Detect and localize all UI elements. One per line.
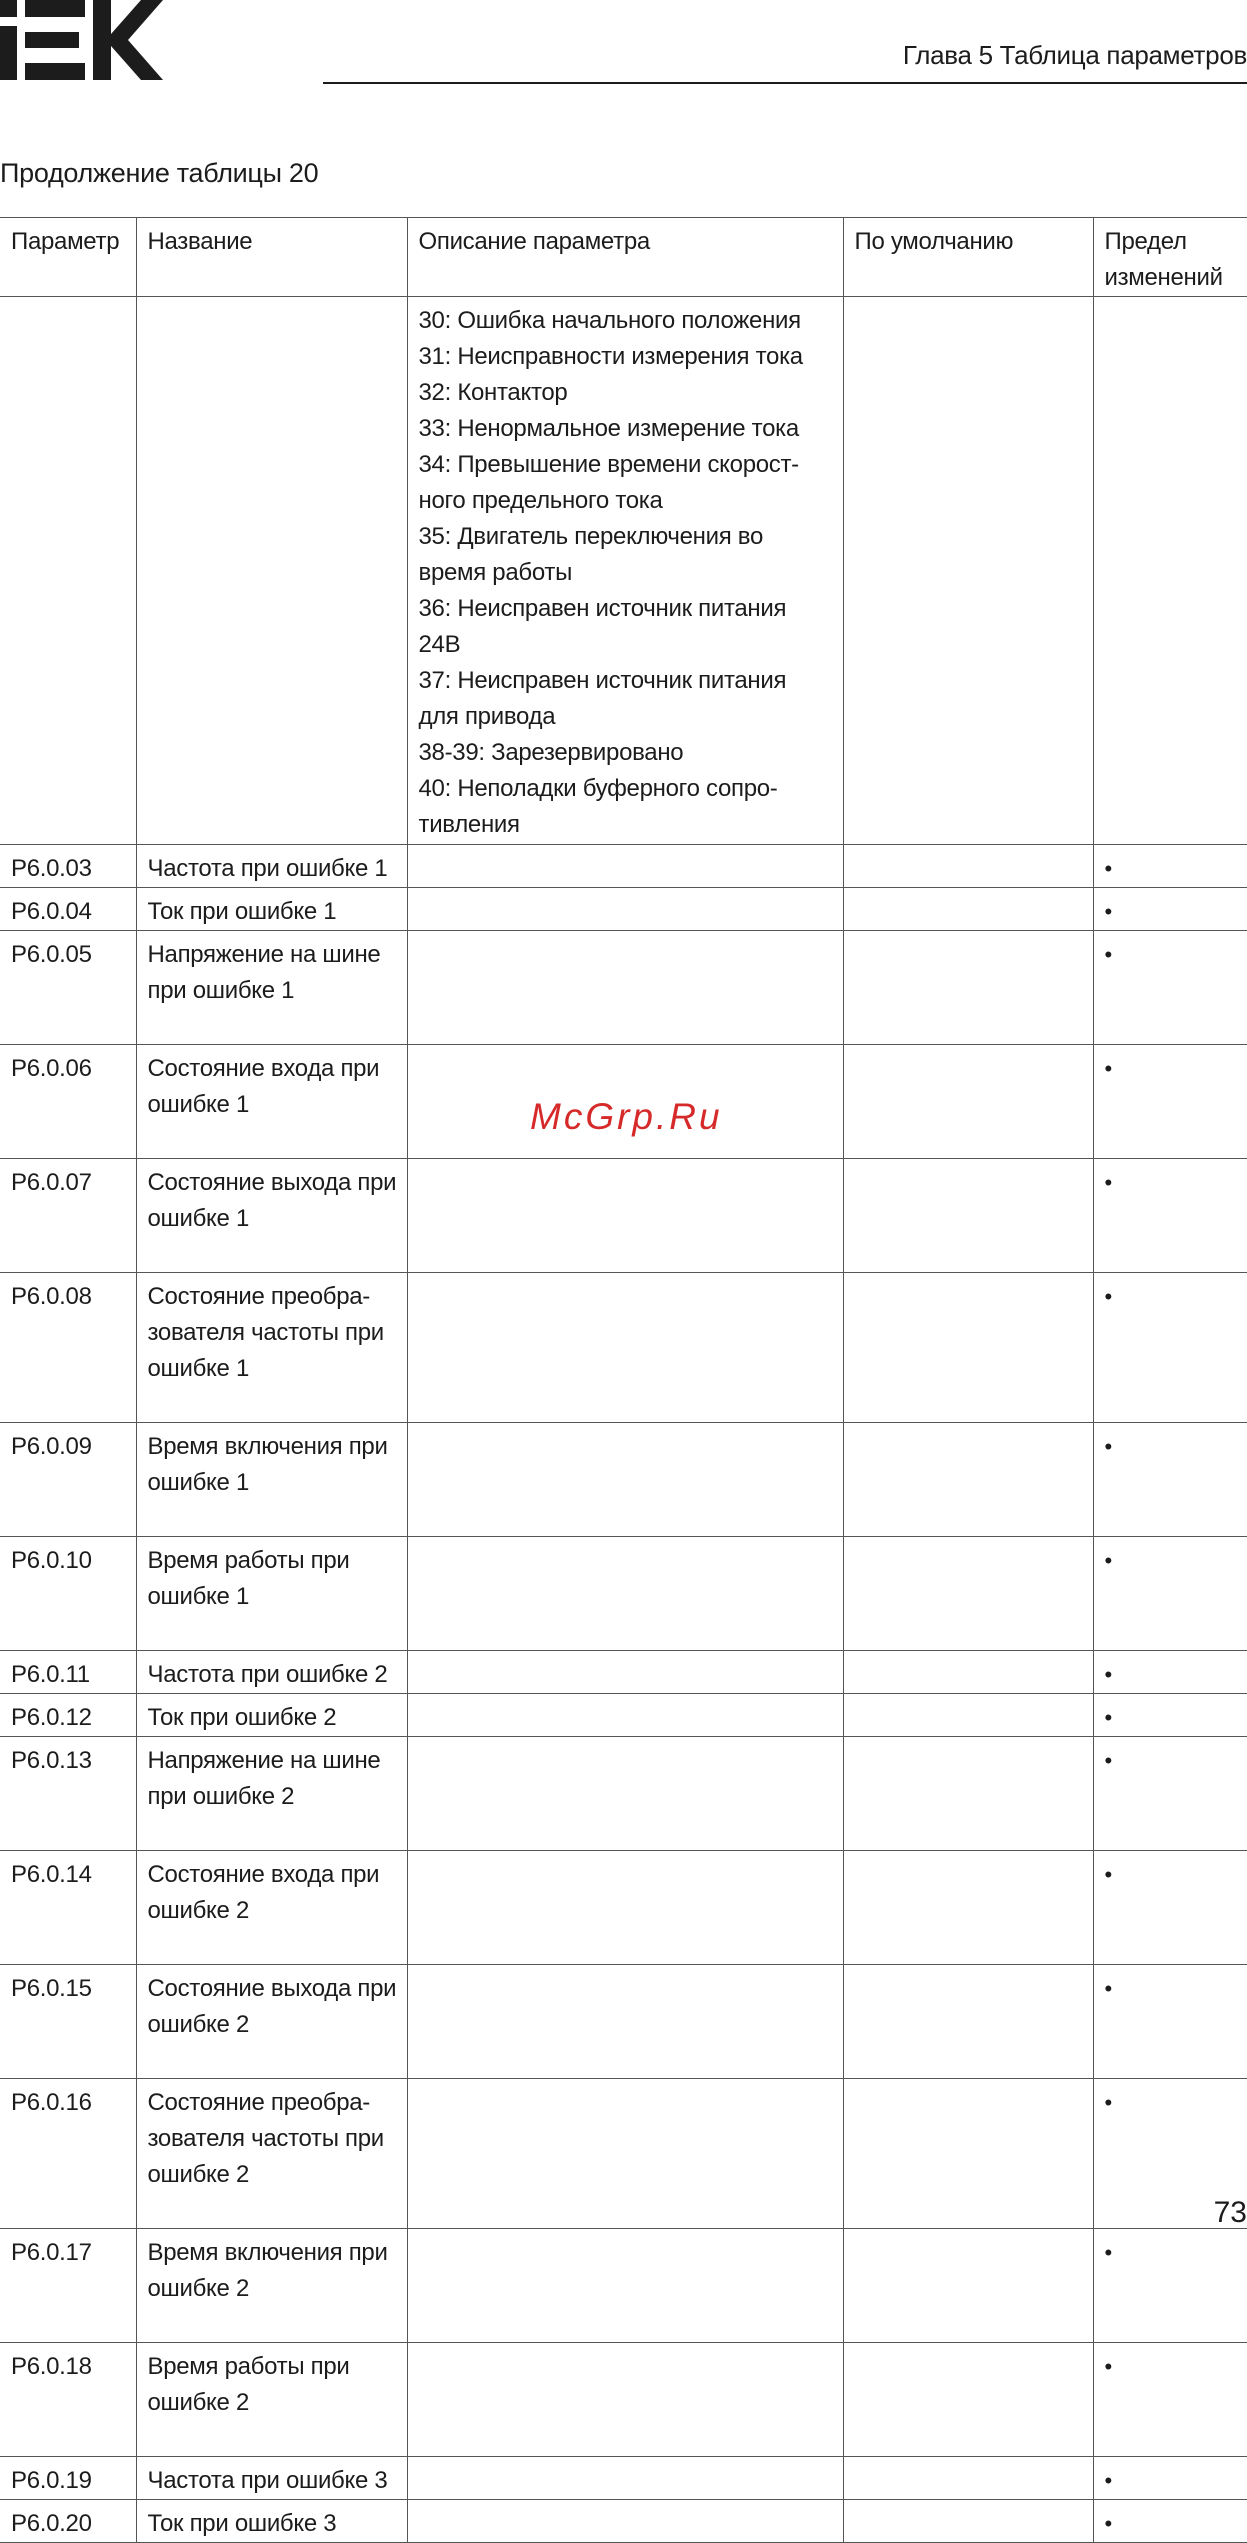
cell-default [843,1651,1093,1694]
name-line: Время включения при [148,2235,407,2271]
name-line: Состояние выхода при [148,1971,407,2007]
cell-name [136,1423,407,1537]
watermark: McGrp.Ru [530,1096,723,1138]
cell-limit-dot: • [1093,2457,1247,2500]
table-row [0,888,1247,931]
cell-param: P6.0.13 [0,1737,136,1851]
name-line: ошибке 1 [148,1351,407,1387]
cell-default [843,1273,1093,1423]
cell-default [843,1694,1093,1737]
table-row [0,1159,1247,1273]
name-line: ошибке 2 [148,2007,407,2043]
cell-param: P6.0.18 [0,2343,136,2457]
description-line: 33: Ненормальное измерение тока [419,411,843,447]
name-line: Ток при ошибке 2 [148,1700,407,1736]
table-row [0,845,1247,888]
name-line: ошибке 2 [148,2271,407,2307]
cell-description [407,297,843,845]
description-line: тивления [419,807,843,843]
col-header-name: Название [136,218,407,297]
cell-limit-dot: • [1093,1851,1247,1965]
cell-limit-dot: • [1093,1273,1247,1423]
cell-description [407,1537,843,1651]
cell-name [136,1159,407,1273]
cell-name [136,1273,407,1423]
name-line: ошибке 1 [148,1087,407,1123]
cell-name [136,297,407,845]
table-row [0,1273,1247,1423]
name-line: Ток при ошибке 1 [148,894,407,930]
table-row [0,2079,1247,2229]
cell-default [843,888,1093,931]
name-line: ошибке 2 [148,2157,407,2193]
name-line: Напряжение на шине [148,937,407,973]
name-line: зователя частоты при [148,2121,407,2157]
cell-param [0,297,136,845]
cell-limit-dot: • [1093,2500,1247,2543]
description-line: 36: Неисправен источник питания [419,591,843,627]
cell-description [407,1694,843,1737]
cell-limit-dot: • [1093,1737,1247,1851]
name-line: зователя частоты при [148,1315,407,1351]
cell-default [843,297,1093,845]
cell-default [843,1965,1093,2079]
cell-param: P6.0.12 [0,1694,136,1737]
cell-name [136,2457,407,2500]
description-line: 37: Неисправен источник питания [419,663,843,699]
cell-name [136,1737,407,1851]
cell-name [136,2343,407,2457]
table-caption: Продолжение таблицы 20 [0,158,318,189]
cell-limit-dot: • [1093,2343,1247,2457]
col-header-limit [1093,218,1247,297]
cell-limit-dot: • [1093,1159,1247,1273]
table-row [0,2229,1247,2343]
table-row-continued [0,297,1247,845]
cell-param: P6.0.20 [0,2500,136,2543]
table-row [0,1694,1247,1737]
col-header-description: Описание параметра [407,218,843,297]
table-row [0,2500,1247,2543]
cell-limit-dot: • [1093,1537,1247,1651]
cell-default [843,1737,1093,1851]
description-line: 38-39: Зарезервировано [419,735,843,771]
name-line: ошибке 1 [148,1465,407,1501]
description-line: ного предельного тока [419,483,843,519]
cell-default [843,1423,1093,1537]
cell-default [843,2229,1093,2343]
cell-description [407,888,843,931]
col-header-limit-line: изменений [1105,260,1247,296]
cell-name [136,1694,407,1737]
cell-name [136,1651,407,1694]
col-header-default: По умолчанию [843,218,1093,297]
cell-limit-dot: • [1093,2229,1247,2343]
description-line: 40: Неполадки буферного сопро- [419,771,843,807]
cell-param: P6.0.08 [0,1273,136,1423]
name-line: Время работы при [148,2349,407,2385]
cell-default [843,2457,1093,2500]
description-line: 32: Контактор [419,375,843,411]
description-line: 30: Ошибка начального положения [419,303,843,339]
name-line: ошибке 2 [148,2385,407,2421]
cell-default [843,931,1093,1045]
cell-description [407,1159,843,1273]
name-line: Частота при ошибке 2 [148,1657,407,1693]
cell-name [136,2500,407,2543]
table-row [0,2457,1247,2500]
description-line: 35: Двигатель переключения во [419,519,843,555]
description-line: 34: Превышение времени скорост- [419,447,843,483]
cell-description [407,2079,843,2229]
cell-name [136,1851,407,1965]
cell-default [843,2343,1093,2457]
name-line: Состояние входа при [148,1857,407,1893]
page-number: 73 [1214,2196,1247,2230]
cell-limit-dot: • [1093,2079,1247,2229]
table-row [0,1423,1247,1537]
cell-description [407,845,843,888]
cell-default [843,2500,1093,2543]
cell-description [407,1851,843,1965]
parameters-table [0,217,1247,2543]
cell-param: P6.0.11 [0,1651,136,1694]
name-line: Напряжение на шине [148,1743,407,1779]
cell-description [407,1423,843,1537]
iek-logo-mark [0,0,165,80]
cell-name [136,845,407,888]
cell-limit [1093,297,1247,845]
cell-param: P6.0.04 [0,888,136,931]
name-line: Время включения при [148,1429,407,1465]
cell-description [407,2229,843,2343]
col-header-param: Параметр [0,218,136,297]
cell-limit-dot: • [1093,1423,1247,1537]
name-line: ошибке 1 [148,1579,407,1615]
cell-default [843,1537,1093,1651]
cell-description [407,2457,843,2500]
table-row [0,1537,1247,1651]
cell-default [843,1045,1093,1159]
cell-param: P6.0.09 [0,1423,136,1537]
cell-param: P6.0.07 [0,1159,136,1273]
name-line: при ошибке 1 [148,973,407,1009]
cell-default [843,1851,1093,1965]
cell-name [136,888,407,931]
cell-default [843,1159,1093,1273]
name-line: Состояние входа при [148,1051,407,1087]
cell-param: P6.0.15 [0,1965,136,2079]
cell-limit-dot: • [1093,1651,1247,1694]
cell-name [136,2079,407,2229]
cell-name [136,931,407,1045]
chapter-title: Глава 5 Таблица параметров [903,40,1247,71]
name-line: Ток при ошибке 3 [148,2506,407,2542]
name-line: Время работы при [148,1543,407,1579]
cell-name [136,2229,407,2343]
cell-limit-dot: • [1093,1045,1247,1159]
name-line: Частота при ошибке 1 [148,851,407,887]
table-row [0,931,1247,1045]
cell-param: P6.0.03 [0,845,136,888]
table-row [0,1737,1247,1851]
cell-name [136,1965,407,2079]
cell-description [407,1273,843,1423]
iek-logo [0,0,165,80]
description-line: для привода [419,699,843,735]
name-line: ошибке 2 [148,1893,407,1929]
cell-param: P6.0.05 [0,931,136,1045]
cell-default [843,2079,1093,2229]
cell-limit-dot: • [1093,931,1247,1045]
name-line: ошибке 1 [148,1201,407,1237]
cell-description [407,2500,843,2543]
cell-param: P6.0.10 [0,1537,136,1651]
cell-limit-dot: • [1093,888,1247,931]
cell-param: P6.0.14 [0,1851,136,1965]
cell-limit-dot: • [1093,845,1247,888]
cell-param: P6.0.19 [0,2457,136,2500]
name-line: Состояние выхода при [148,1165,407,1201]
table-row [0,1651,1247,1694]
cell-name [136,1045,407,1159]
cell-description [407,1651,843,1694]
cell-limit-dot: • [1093,1965,1247,2079]
table-header-row [0,218,1247,297]
cell-default [843,845,1093,888]
header-rule [323,82,1247,84]
name-line: Состояние преобра- [148,1279,407,1315]
table-row [0,1965,1247,2079]
description-line: 24В [419,627,843,663]
cell-description [407,1737,843,1851]
cell-param: P6.0.06 [0,1045,136,1159]
cell-limit-dot: • [1093,1694,1247,1737]
description-line: 31: Неисправности измерения тока [419,339,843,375]
cell-param: P6.0.16 [0,2079,136,2229]
cell-description [407,1965,843,2079]
cell-description [407,2343,843,2457]
description-line: время работы [419,555,843,591]
name-line: Частота при ошибке 3 [148,2463,407,2499]
table-row [0,1851,1247,1965]
name-line: Состояние преобра- [148,2085,407,2121]
cell-name [136,1537,407,1651]
cell-param: P6.0.17 [0,2229,136,2343]
cell-description [407,931,843,1045]
name-line: при ошибке 2 [148,1779,407,1815]
col-header-limit-line: Предел [1105,224,1247,260]
table-row [0,2343,1247,2457]
